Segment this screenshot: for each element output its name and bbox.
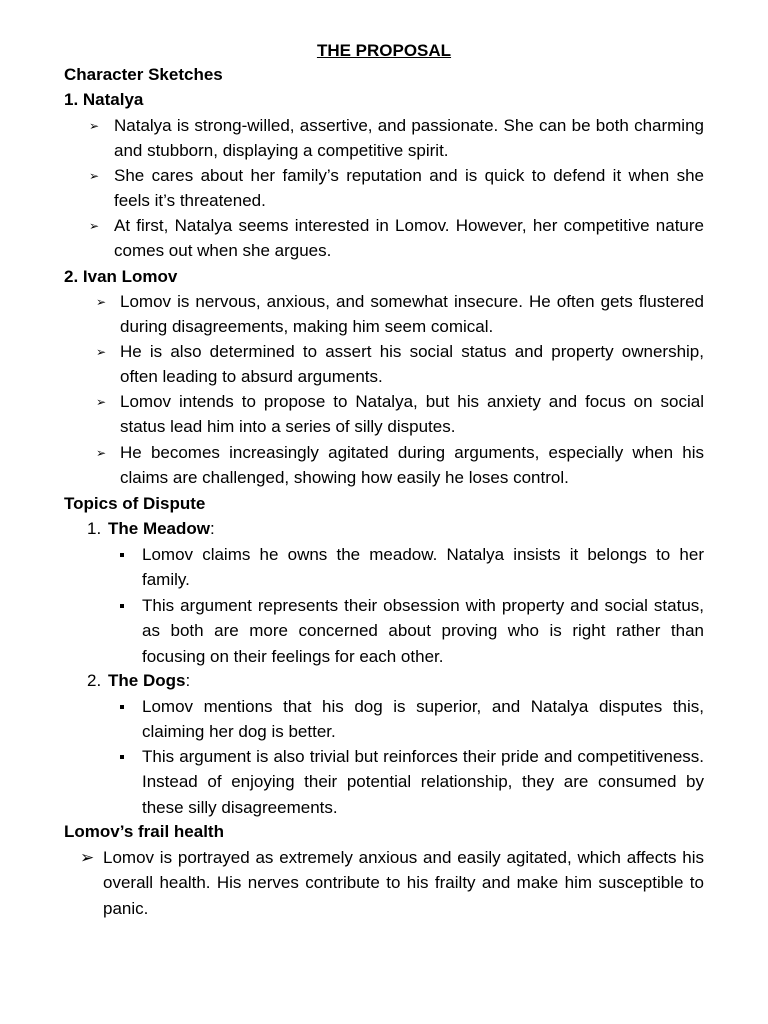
list-item: This argument is also trivial but reinforces their pride and competitiveness. Instead of enjoying their potential relationship, they are consumed by these silly disagreements. [142,747,704,817]
heading-ivan-lomov: 2. Ivan Lomov [64,267,178,286]
arrow-bullet-icon: ➢ [80,848,95,867]
square-bullet-icon [120,705,124,709]
heading-natalya: 1. Natalya [64,90,144,109]
list-item: Natalya is strong-willed, assertive, and passionate. She can be both charming and stubborn, displaying a competitive spirit. [114,116,704,161]
list-number: 1. [87,519,102,538]
list-number: 2. [87,671,102,690]
list-item: Lomov mentions that his dog is superior, and Natalya disputes this, claiming her dog is better. [142,697,704,742]
list-item: At first, Natalya seems interested in Lomov. However, her competitive nature comes out when she argues. [114,216,704,261]
heading-topics-of-dispute: Topics of Dispute [64,494,206,513]
square-bullet-icon [120,604,124,608]
list-item: Lomov claims he owns the meadow. Natalya insists it belongs to her family. [142,545,704,590]
square-bullet-icon [120,755,124,759]
list-item: Lomov is portrayed as extremely anxious and easily agitated, which affects his overall health. His nerves contribute to his frailty and make him susceptible to panic. [103,848,704,918]
list-item: This argument represents their obsession with property and social status, as both are more concerned about proving who is right rather than focusing on their feelings for each other. [142,596,704,666]
arrow-bullet-icon: ➢ [96,395,107,409]
heading-lomovs-frail-health: Lomov’s frail health [64,822,224,841]
heading-character-sketches: Character Sketches [64,65,223,84]
arrow-bullet-icon: ➢ [89,219,100,233]
arrow-bullet-icon: ➢ [96,345,107,359]
subheading-the-meadow: The Meadow: [108,519,215,538]
page-title: THE PROPOSAL [316,41,452,60]
list-item: Lomov is nervous, anxious, and somewhat insecure. He often gets flustered during disagreements, making him seem comical. [120,292,704,337]
subheading-the-dogs: The Dogs: [108,671,191,690]
square-bullet-icon [120,553,124,557]
list-item: He becomes increasingly agitated during arguments, especially when his claims are challenged, showing how easily he loses control. [120,443,704,488]
arrow-bullet-icon: ➢ [96,295,107,309]
arrow-bullet-icon: ➢ [89,119,100,133]
list-item: She cares about her family’s reputation and is quick to defend it when she feels it’s threatened. [114,166,704,211]
arrow-bullet-icon: ➢ [96,446,107,460]
arrow-bullet-icon: ➢ [89,169,100,183]
list-item: Lomov intends to propose to Natalya, but his anxiety and focus on social status lead him into a series of silly disputes. [120,392,704,437]
list-item: He is also determined to assert his social status and property ownership, often leading to absurd arguments. [120,342,704,387]
